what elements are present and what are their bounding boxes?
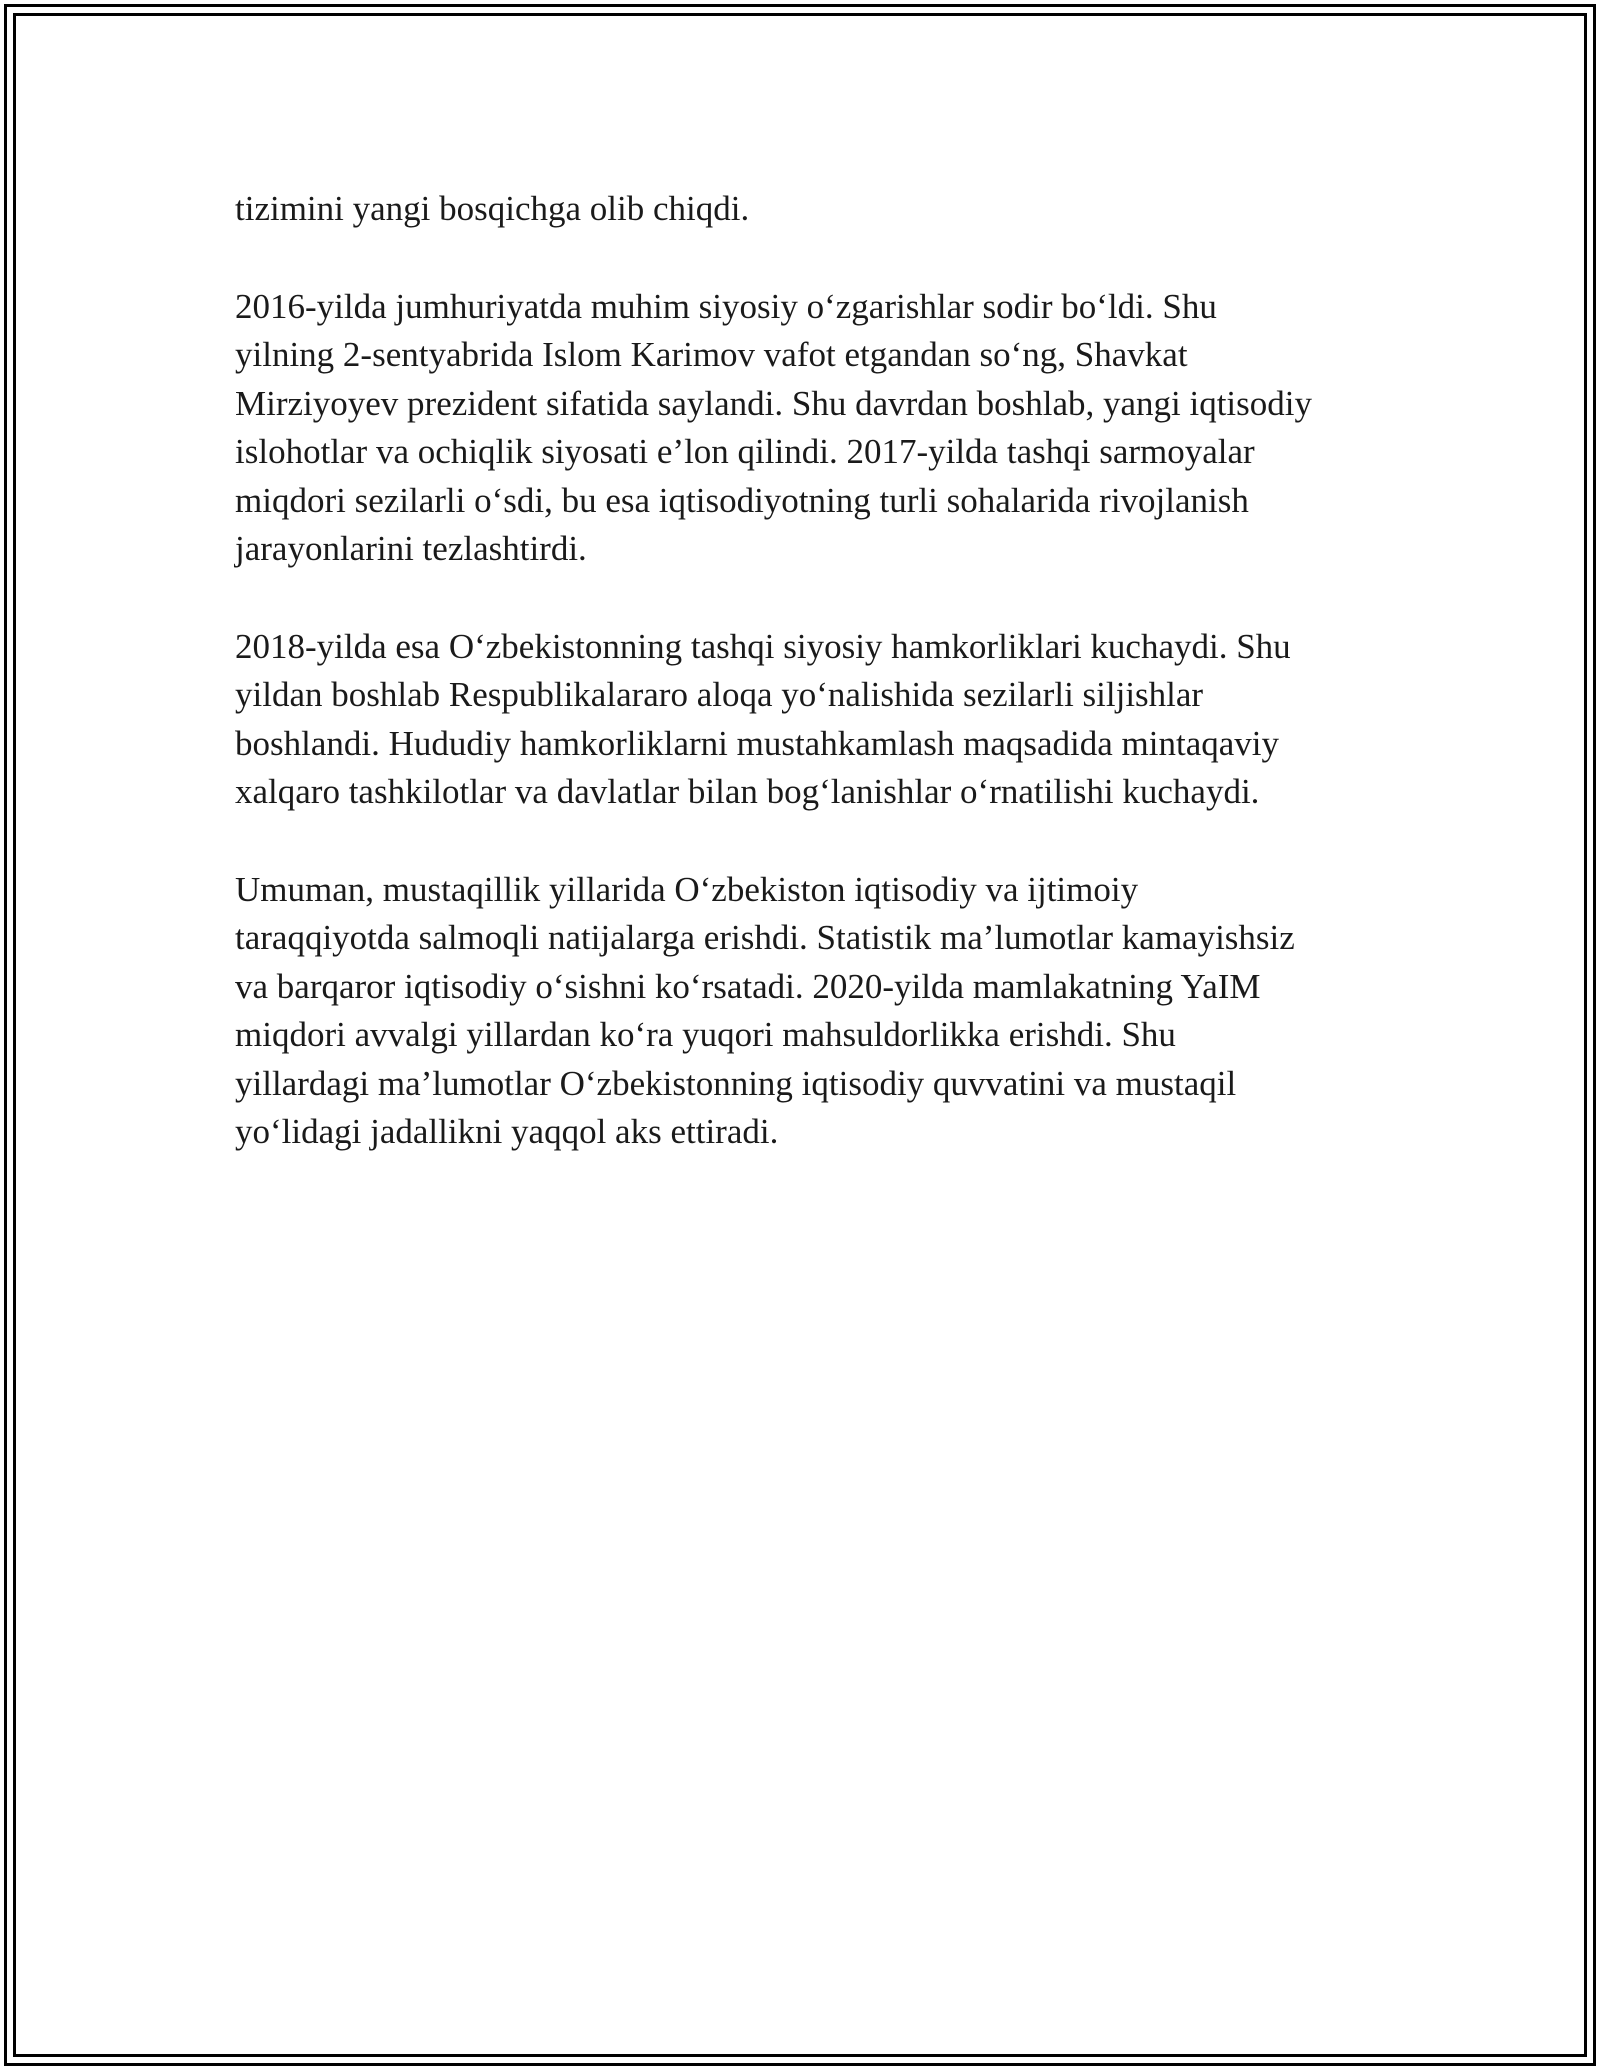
paragraph-2018: 2018-yilda esa O‘zbekistonning tashqi siyosiy hamkorliklari kuchaydi. Shu yildan boshlab Respublikalararo aloqa yo‘nalishida sezilarli siljishlar boshlandi. Hududiy hamkorliklarni mustahkamlash maqsadida mintaqaviy xalqaro tashkilotlar va davlatlar bilan bog‘lanishlar o‘rnatilishi kuchaydi. (235, 626, 1291, 811)
paragraph-continuation: tizimini yangi bosqichga olib chiqdi. (235, 189, 750, 228)
paragraph-summary: Umuman, mustaqillik yillarida O‘zbekiston iqtisodiy va ijtimoiy taraqqiyotda salmoqli natijalarga erishdi. Statistik ma’lumotlar kamayishsiz va barqaror iqtisodiy o‘sishni ko‘rsatadi. 2020-yilda mamlakatning YaIM miqdori avvalgi yillardan ko‘ra yuqori mahsuldorlikka erishdi. Shu yillardagi ma’lumotlar O‘zbekistonning iqtisodiy quvvatini va mustaqil yo‘lidagi jadallikni yaqqol aks ettiradi. (235, 869, 1295, 1151)
document-body (235, 185, 1375, 1206)
paragraph-2016: 2016-yilda jumhuriyatda muhim siyosiy o‘zgarishlar sodir bo‘ldi. Shu yilning 2-sentyabrida Islom Karimov vafot etgandan so‘ng, Shavkat Mirziyoyev prezident sifatida saylandi. Shu davrdan boshlab, yangi iqtisodiy islohotlar va ochiqlik siyosati e’lon qilindi. 2017-yilda tashqi sarmoyalar miqdori sezilarli o‘sdi, bu esa iqtisodiyotning turli sohalarida rivojlanish jarayonlarini tezlashtirdi. (235, 286, 1313, 568)
